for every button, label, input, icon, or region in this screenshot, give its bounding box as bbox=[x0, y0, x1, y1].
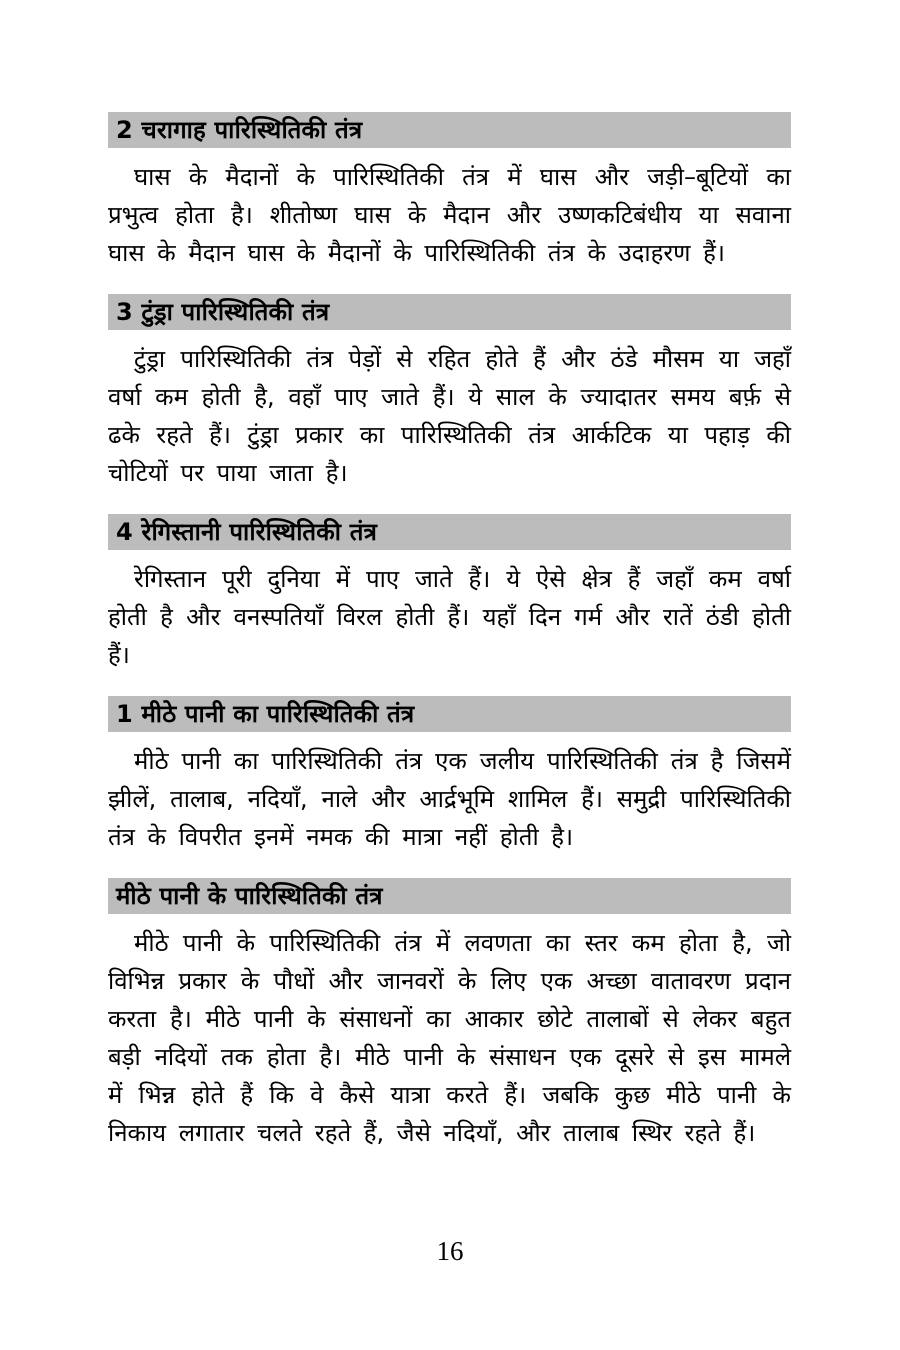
section-grassland-ecosystem bbox=[108, 112, 791, 272]
section-paragraph: रेगिस्तान पूरी दुनिया में पाए जाते हैं। ये ऐसे क्षेत्र हैं जहाँ कम वर्षा होती है और वनस्पतियाँ विरल होती हैं। यहाँ दिन गर्म और रातें ठंडी होती हैं। bbox=[108, 565, 791, 669]
section-paragraph: टुंड्रा पारिस्थितिकी तंत्र पेड़ों से रहित होते हैं और ठंडे मौसम या जहाँ वर्षा कम होती है, वहाँ पाए जाते हैं। ये साल के ज्यादातर समय बर्फ़ से ढके रहते हैं। टुंड्रा प्रकार का पारिस्थितिकी तंत्र आर्कटिक या पहाड़ की चोटियों पर पाया जाता है। bbox=[108, 345, 791, 487]
section-heading: 1 मीठे पानी का पारिस्थितिकी तंत्र bbox=[108, 696, 791, 732]
section-paragraph: मीठे पानी के पारिस्थितिकी तंत्र में लवणता का स्तर कम होता है, जो विभिन्न प्रकार के पौधों और जानवरों के लिए एक अच्छा वातावरण प्रदान करता है। मीठे पानी के संसाधनों का आकार छोटे तालाबों से लेकर बहुत बड़ी नदियों तक होता है। मीठे पानी के संसाधन एक दूसरे से इस मामले में भिन्न होते हैं कि वे कैसे यात्रा करते हैं। जबकि कुछ मीठे पानी के निकाय लगातार चलते रहते हैं, जैसे नदियाँ, और तालाब स्थिर रहते हैं। bbox=[108, 929, 791, 1147]
page-content bbox=[108, 112, 791, 1174]
section-heading: 2 चरागाह पारिस्थितिकी तंत्र bbox=[108, 112, 791, 148]
section-tundra-ecosystem bbox=[108, 294, 791, 492]
section-paragraph: मीठे पानी का पारिस्थितिकी तंत्र एक जलीय पारिस्थितिकी तंत्र है जिसमें झीलें, तालाब, नदियाँ, नाले और आर्द्रभूमि शामिल हैं। समुद्री पारिस्थितिकी तंत्र के विपरीत इनमें नमक की मात्रा नहीं होती है। bbox=[108, 747, 791, 851]
section-freshwater-ecosystems-detail bbox=[108, 878, 791, 1152]
section-paragraph: घास के मैदानों के पारिस्थितिकी तंत्र में घास और जड़ी–बूटियों का प्रभुत्व होता है। शीतोष्ण घास के मैदान और उष्णकटिबंधीय या सवाना घास के मैदान घास के मैदानों के पारिस्थितिकी तंत्र के उदाहरण हैं। bbox=[108, 163, 791, 267]
section-heading: 4 रेगिस्तानी पारिस्थितिकी तंत्र bbox=[108, 514, 791, 550]
section-heading: 3 टुंड्रा पारिस्थितिकी तंत्र bbox=[108, 294, 791, 330]
section-heading: मीठे पानी के पारिस्थितिकी तंत्र bbox=[108, 878, 791, 914]
section-desert-ecosystem bbox=[108, 514, 791, 674]
section-freshwater-ecosystem bbox=[108, 696, 791, 856]
page-number: 16 bbox=[436, 1236, 464, 1266]
page-footer bbox=[0, 1236, 900, 1267]
